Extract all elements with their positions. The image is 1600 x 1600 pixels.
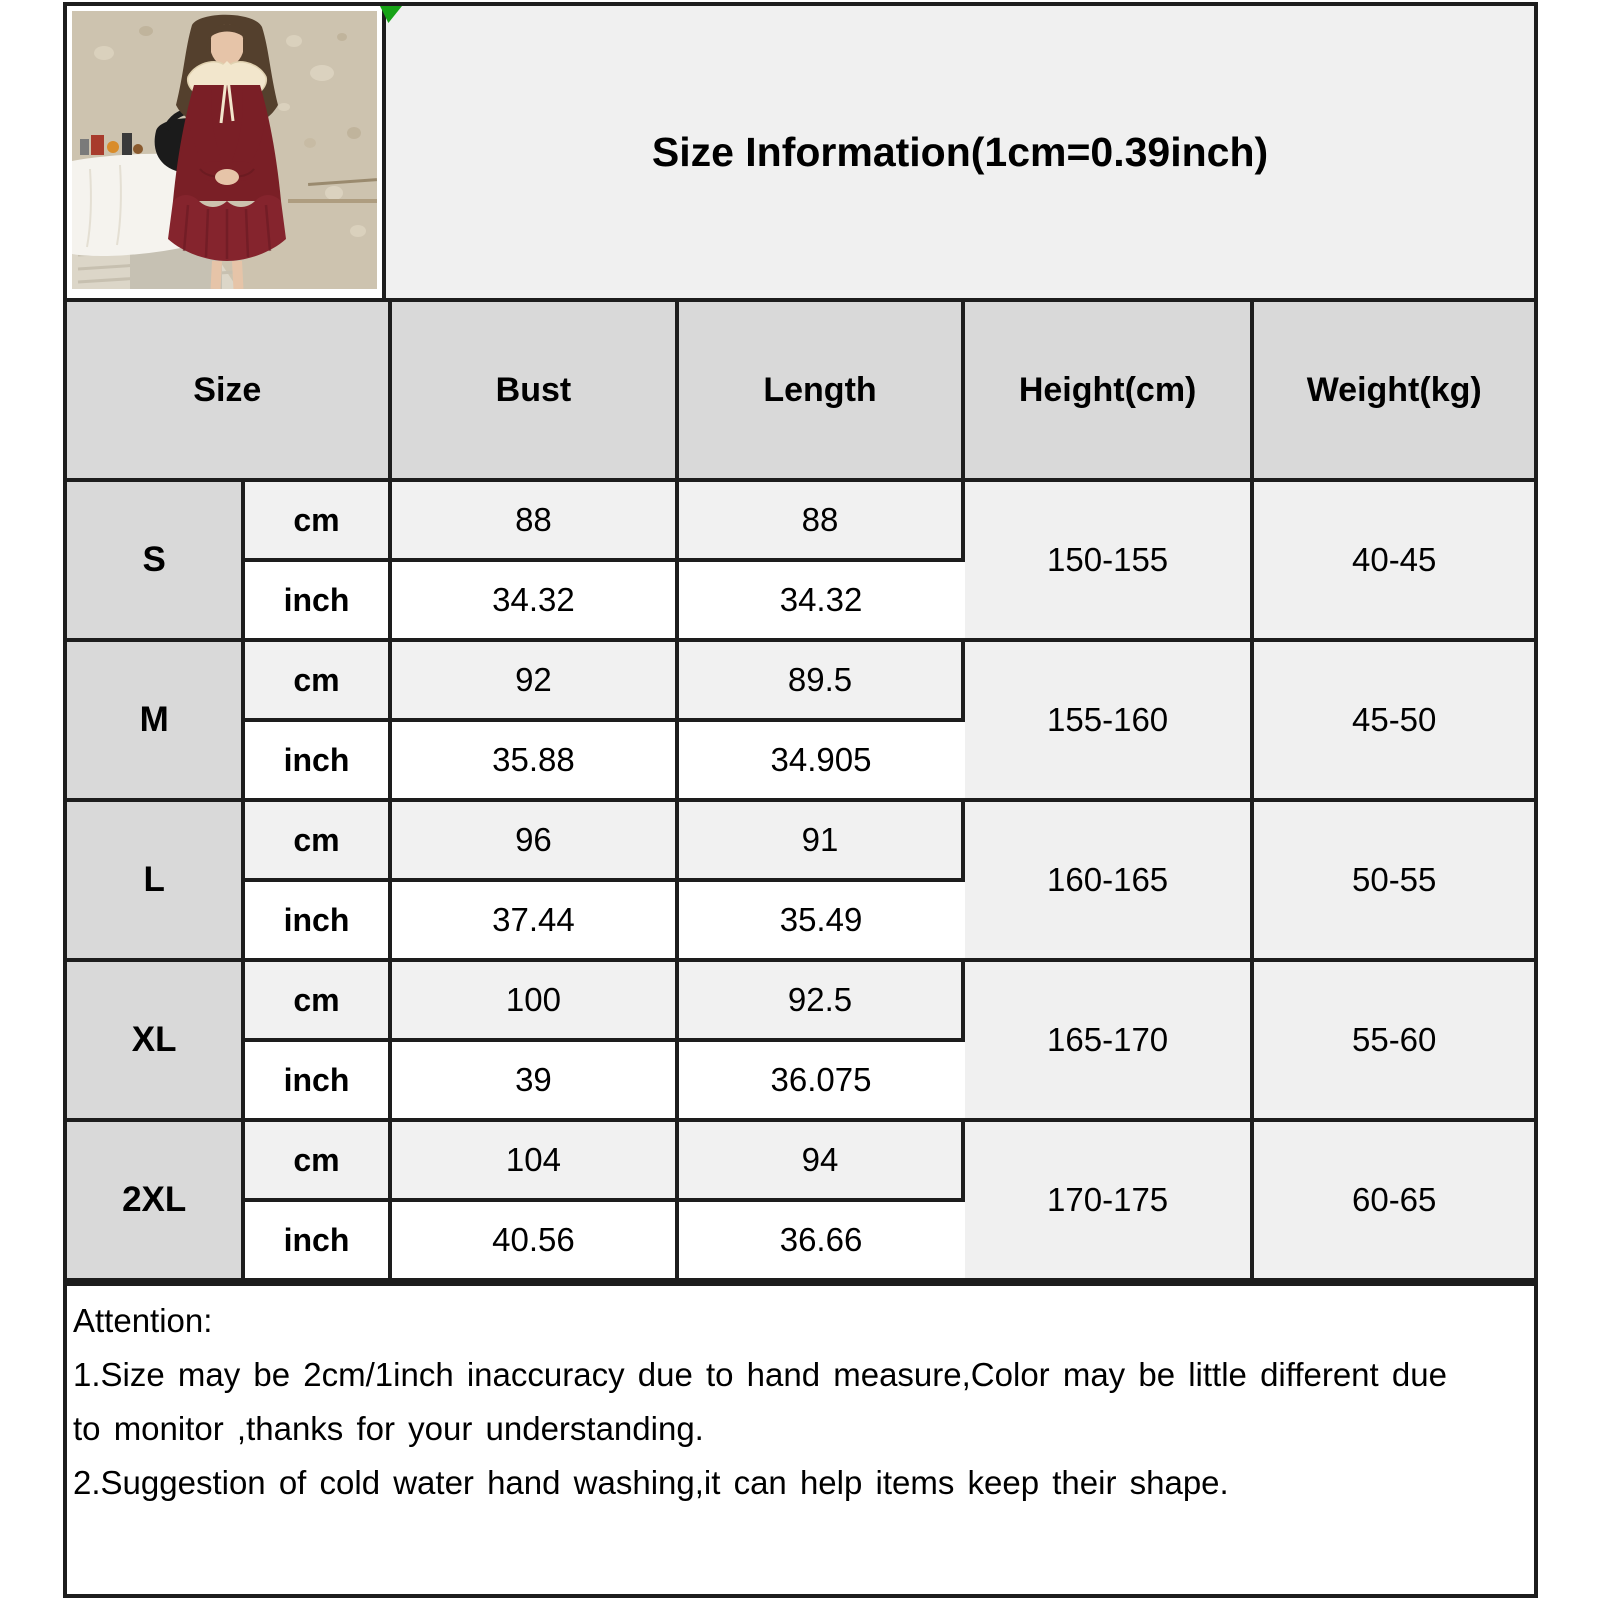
table-row xyxy=(67,800,1534,880)
weight-range: 55-60 xyxy=(1252,960,1534,1120)
length-inch: 34.32 xyxy=(677,560,963,640)
col-header-length: Length xyxy=(677,302,963,480)
height-range: 165-170 xyxy=(963,960,1253,1120)
weight-range: 40-45 xyxy=(1252,480,1534,640)
unit-label: inch xyxy=(243,1200,389,1280)
length-inch: 35.49 xyxy=(677,880,963,960)
table-row xyxy=(67,640,1534,720)
weight-range: 60-65 xyxy=(1252,1120,1534,1280)
bust-cm: 92 xyxy=(390,640,678,720)
unit-label: cm xyxy=(243,640,389,720)
bust-cm: 100 xyxy=(390,960,678,1040)
size-label: XL xyxy=(67,960,243,1120)
attention-notes xyxy=(67,1282,1534,1594)
page-title: Size Information(1cm=0.39inch) xyxy=(651,128,1269,175)
weight-range: 50-55 xyxy=(1252,800,1534,960)
bust-inch: 40.56 xyxy=(390,1200,678,1280)
size-chart-sheet xyxy=(63,2,1538,1598)
title-cell xyxy=(386,6,1534,298)
length-cm: 88 xyxy=(677,480,963,560)
size-table xyxy=(67,302,1534,1282)
unit-label: inch xyxy=(243,560,389,640)
size-label: L xyxy=(67,800,243,960)
size-label: M xyxy=(67,640,243,800)
bust-inch: 34.32 xyxy=(390,560,678,640)
unit-label: cm xyxy=(243,800,389,880)
attention-line: 1.Size may be 2cm/1inch inaccuracy due to hand measure,Color may be little different due xyxy=(73,1356,1447,1393)
weight-range: 45-50 xyxy=(1252,640,1534,800)
length-cm: 91 xyxy=(677,800,963,880)
col-header-bust: Bust xyxy=(390,302,678,480)
height-range: 160-165 xyxy=(963,800,1253,960)
header-band xyxy=(67,6,1534,302)
unit-label: cm xyxy=(243,1120,389,1200)
unit-label: inch xyxy=(243,880,389,960)
col-header-size: Size xyxy=(67,302,390,480)
bust-inch: 35.88 xyxy=(390,720,678,800)
attention-heading: Attention: xyxy=(73,1302,213,1339)
table-header-row xyxy=(67,302,1534,480)
height-range: 150-155 xyxy=(963,480,1253,640)
col-header-height: Height(cm) xyxy=(963,302,1253,480)
unit-label: cm xyxy=(243,480,389,560)
bust-inch: 39 xyxy=(390,1040,678,1120)
length-inch: 36.075 xyxy=(677,1040,963,1120)
length-inch: 36.66 xyxy=(677,1200,963,1280)
length-inch: 34.905 xyxy=(677,720,963,800)
table-row xyxy=(67,1120,1534,1200)
product-photo xyxy=(67,6,386,298)
bust-cm: 104 xyxy=(390,1120,678,1200)
size-label: S xyxy=(67,480,243,640)
bust-inch: 37.44 xyxy=(390,880,678,960)
product-photo-illustration xyxy=(72,11,377,289)
unit-label: inch xyxy=(243,1040,389,1120)
length-cm: 92.5 xyxy=(677,960,963,1040)
bust-cm: 88 xyxy=(390,480,678,560)
attention-line: 2.Suggestion of cold water hand washing,it can help items keep their shape. xyxy=(73,1464,1229,1501)
table-row xyxy=(67,480,1534,560)
col-header-weight: Weight(kg) xyxy=(1252,302,1534,480)
height-range: 170-175 xyxy=(963,1120,1253,1280)
bust-cm: 96 xyxy=(390,800,678,880)
size-label: 2XL xyxy=(67,1120,243,1280)
attention-line: to monitor ,thanks for your understanding. xyxy=(73,1410,704,1447)
unit-label: cm xyxy=(243,960,389,1040)
length-cm: 89.5 xyxy=(677,640,963,720)
unit-label: inch xyxy=(243,720,389,800)
length-cm: 94 xyxy=(677,1120,963,1200)
height-range: 155-160 xyxy=(963,640,1253,800)
table-row xyxy=(67,960,1534,1040)
